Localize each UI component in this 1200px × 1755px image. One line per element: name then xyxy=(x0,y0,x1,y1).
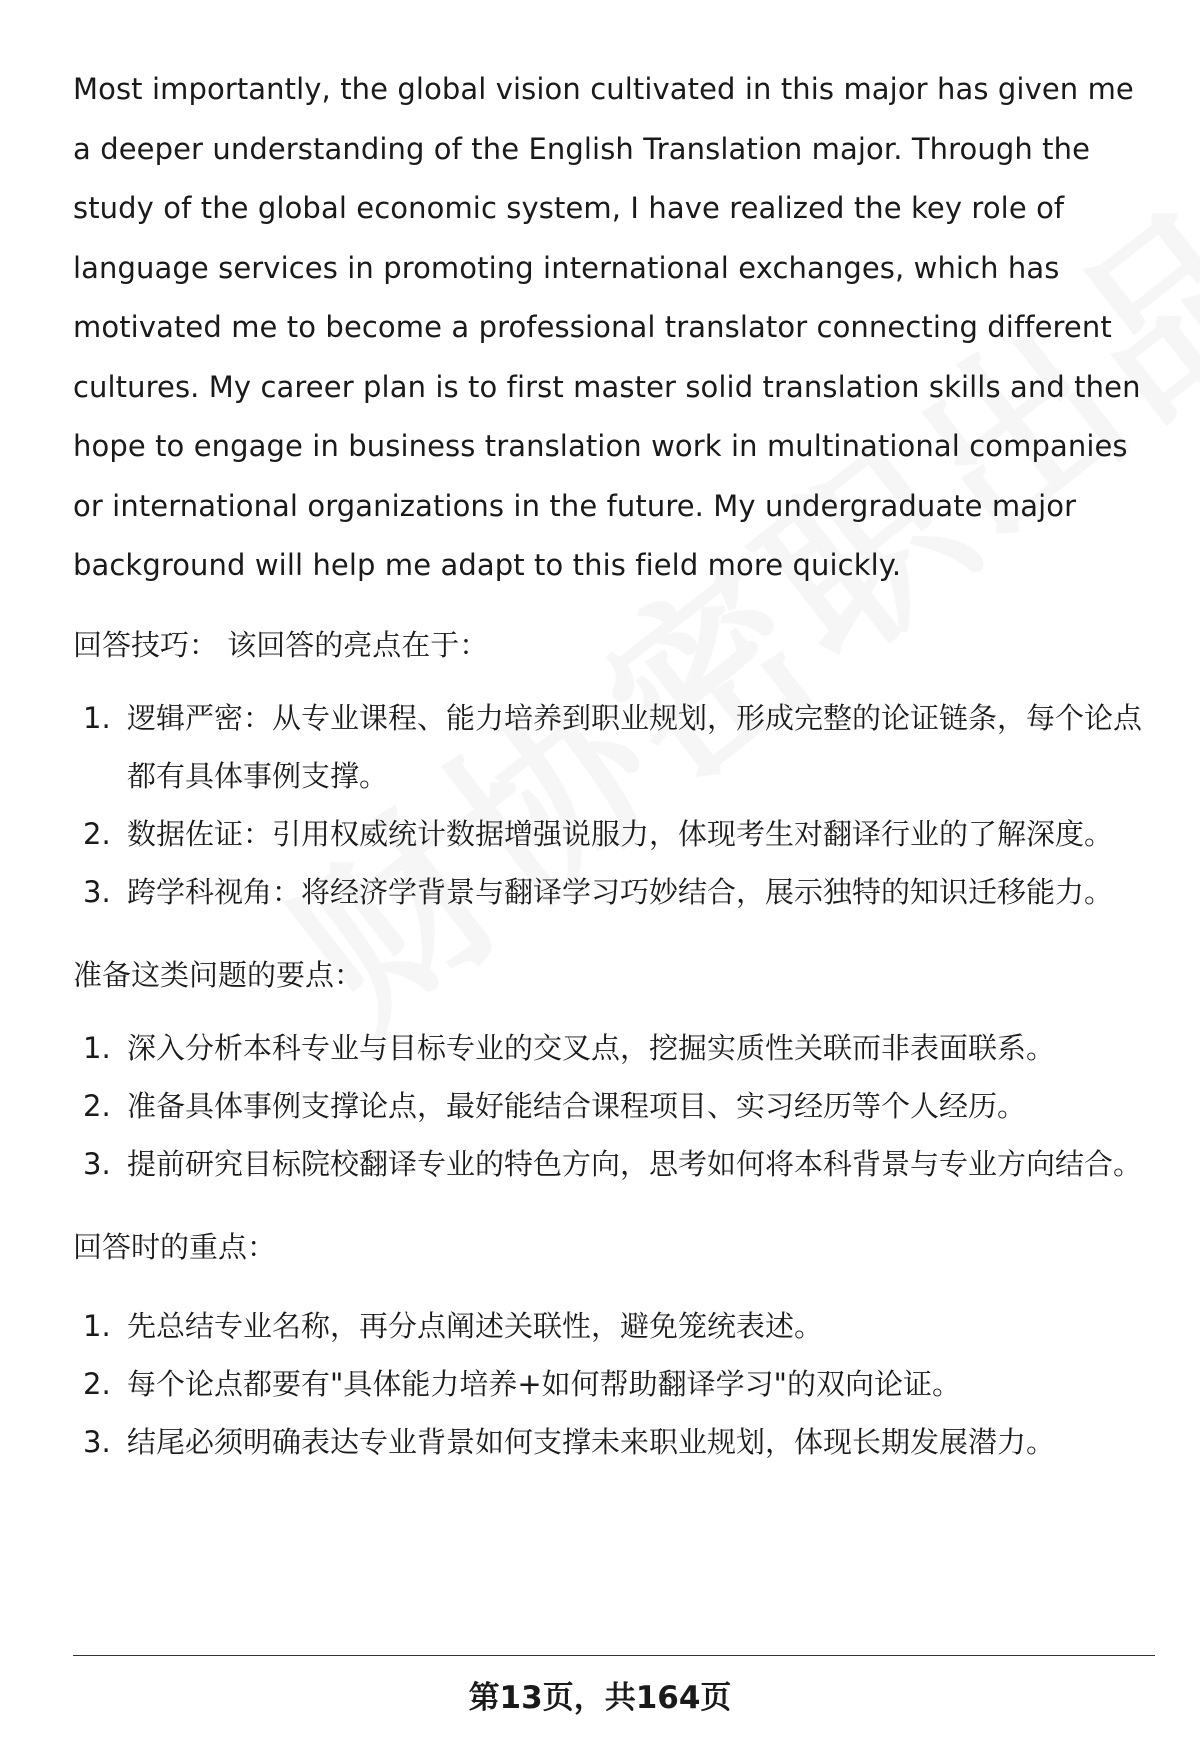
list-item: 1. 逻辑严密：从专业课程、能力培养到职业规划，形成完整的论证链条，每个论点都有具体事例支撑。 xyxy=(83,700,1143,793)
list-item: 3. 跨学科视角：将经济学背景与翻译学习巧妙结合，展示独特的知识迁移能力。 xyxy=(83,874,1114,909)
footer-divider xyxy=(73,1655,1155,1656)
list-item: 3. 提前研究目标院校翻译专业的特色方向，思考如何将本科背景与专业方向结合。 xyxy=(83,1146,1143,1181)
answer-tips-list xyxy=(73,689,1143,921)
intro-paragraph: Most importantly, the global vision cultivated in this major has given me a deeper understanding of the English Translation major. Through the study of the global economic system, I have realized the key role of language services in promoting international exchanges, which has motivated me to become a professional translator connecting different cultures. My career plan is to first master solid translation skills and then hope to engage in business translation work in multinational companies or international organizations in the future. My undergraduate major background will help me adapt to this field more quickly. xyxy=(73,72,1141,582)
page-number: 第13页，共164页 xyxy=(468,1680,732,1716)
key-points-list xyxy=(73,1297,1143,1471)
list-item: 2. 每个论点都要有"具体能力培养+如何帮助翻译学习"的双向论证。 xyxy=(83,1366,961,1401)
list-item: 2. 准备具体事例支撑论点，最好能结合课程项目、实习经历等个人经历。 xyxy=(83,1088,1027,1123)
list-item: 2. 数据佐证：引用权威统计数据增强说服力，体现考生对翻译行业的了解深度。 xyxy=(83,816,1114,851)
list-item: 1. 先总结专业名称，再分点阐述关联性，避免笼统表述。 xyxy=(83,1308,824,1343)
section-title-answer-tips: 回答技巧： 该回答的亮点在于： xyxy=(73,627,489,662)
preparation-list xyxy=(73,1019,1143,1193)
document-page xyxy=(73,60,1143,1471)
list-item: 3. 结尾必须明确表达专业背景如何支撑未来职业规划，体现长期发展潜力。 xyxy=(83,1424,1056,1459)
section-title-key-points: 回答时的重点： xyxy=(73,1229,277,1264)
list-item: 1. 深入分析本科专业与目标专业的交叉点，挖掘实质性关联而非表面联系。 xyxy=(83,1030,1056,1065)
section-title-preparation: 准备这类问题的要点： xyxy=(73,957,364,992)
